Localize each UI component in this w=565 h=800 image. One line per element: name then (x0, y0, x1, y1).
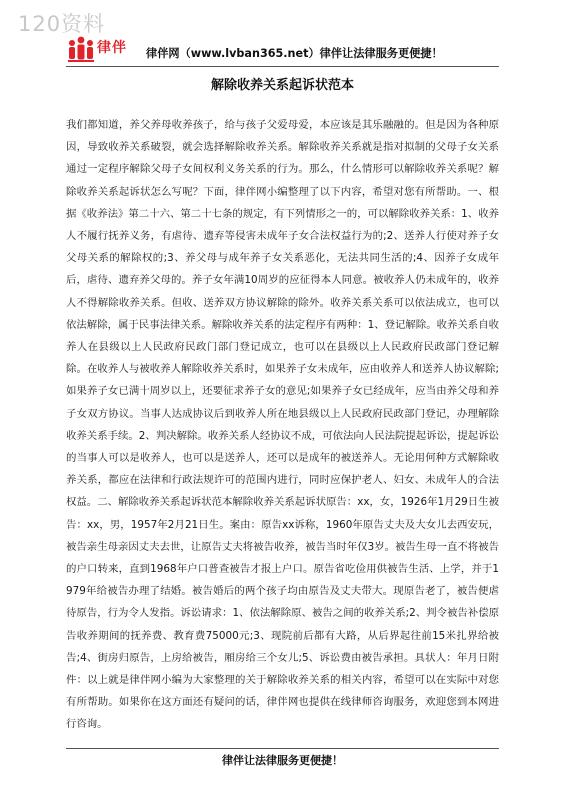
document-body: 我们都知道，养父养母收养孩子，给与孩子父爱母爱，本应该是其乐融融的。但是因为各种原因，导致收养关系破裂，就会选择解除收养关系。解除收养关系就是指对拟制的父母子女关系通过一定程序解除父母子女间权利义务关系的行为。那么，什么情形可以解除收养关系呢？解除收养关系起诉状怎么写呢？下面，律伴网小编整理了以下内容，希望对您有所帮助。一、根据《收养法》第二十六、第二十七条的规定，有下列情形之一的，可以解除收养关系：1、收养人不履行抚养义务，有虐待、遗弃等侵害未成年子女合法权益行为的;2、送养人行使对养子女父母关系的解除权的;3、养父母与成年养子女关系恶化，无法共同生活的;4、因养子女成年后，虐待、遗弃养父母的。养子女年满10周岁的应征得本人同意。被收养人仍未成年的，收养人不得解除收养关系。但收、送养双方协议解除的除外。收养关系关系可以依法成立，也可以依法解除，属于民事法律关系。解除收养关系的法定程序有两种：1、登记解除。收养关系自收养人在县级以上人民政府民政门部门登记成立，也可以在县级以上人民政府民政部门登记解除。在收养人与被收养人解除收养关系时，如果养子女未成年，应由收养人和送养人协议解除;如果养子女已满十周岁以上，还要征求养子女的意见;如果养子女已经成年，应当由养父母和养子女双方协议。当事人达成协议后到收养人所在地县级以上人民政府民政部门登记，办理解除收养关系手续。2、判决解除。收养关系人经协议不成，可依法向人民法院提起诉讼，提起诉讼的当事人可以是收养人，也可以是送养人，还可以是成年的被送养人。无论用何种方式解除收养关系，都应在法律和行政法规许可的范围内进行，同时应保护老人、妇女、未成年人的合法权益。二、解除收养关系起诉状范本解除收养关系起诉状原告：xx，女，1926年1月29日生被告：xx，男，1957年2月21日生。案由：原告xx诉称，1960年原告丈夫及大女儿去西安玩，被告亲生母亲因丈夫去世，让原告丈夫将被告收养，被告当时年仅3岁。被告生母一直不将被告的户口转来，直到1968年户口普查被告才报上户口。原告省吃俭用供被告生活、上学，并于1979年给被告办理了结婚。被告婚后的两个孩子均由原告及丈夫带大。现原告老了，被告便虐待原告，行为令人发指。诉讼请求：1、依法解除原、被告之间的收养关系;2、判令被告补偿原告收养期间的抚养费、教育费75000元;3、现院前后都有大路，从后界起往前15米扎界给被告;4、街房归原告，上房给被告，厢房给三个女儿;5、诉讼费由被告承担。具状人：年月日附件：以上就是律伴网小编为大家整理的关于解除收养关系的相关内容，希望可以在实际中对您有所帮助。如果你在这方面还有疑问的话，律伴网也提供在线律师咨询服务，欢迎您到本网进行咨询。 (66, 119, 499, 731)
page-header (66, 34, 496, 70)
logo-text: 律伴 (97, 40, 127, 56)
document-title: 解除收养关系起诉状范本 (210, 78, 354, 93)
brand-logo (66, 34, 136, 66)
footer-divider (66, 748, 499, 749)
header-divider (66, 66, 499, 67)
watermark: 120资料 (18, 12, 106, 36)
people-group-logo-icon (66, 34, 96, 66)
page-footer: 律伴让法律服务更便捷！ (222, 754, 343, 767)
site-tagline: 律伴网（www.lvban365.net）律伴让法律服务更便捷！ (146, 47, 443, 60)
